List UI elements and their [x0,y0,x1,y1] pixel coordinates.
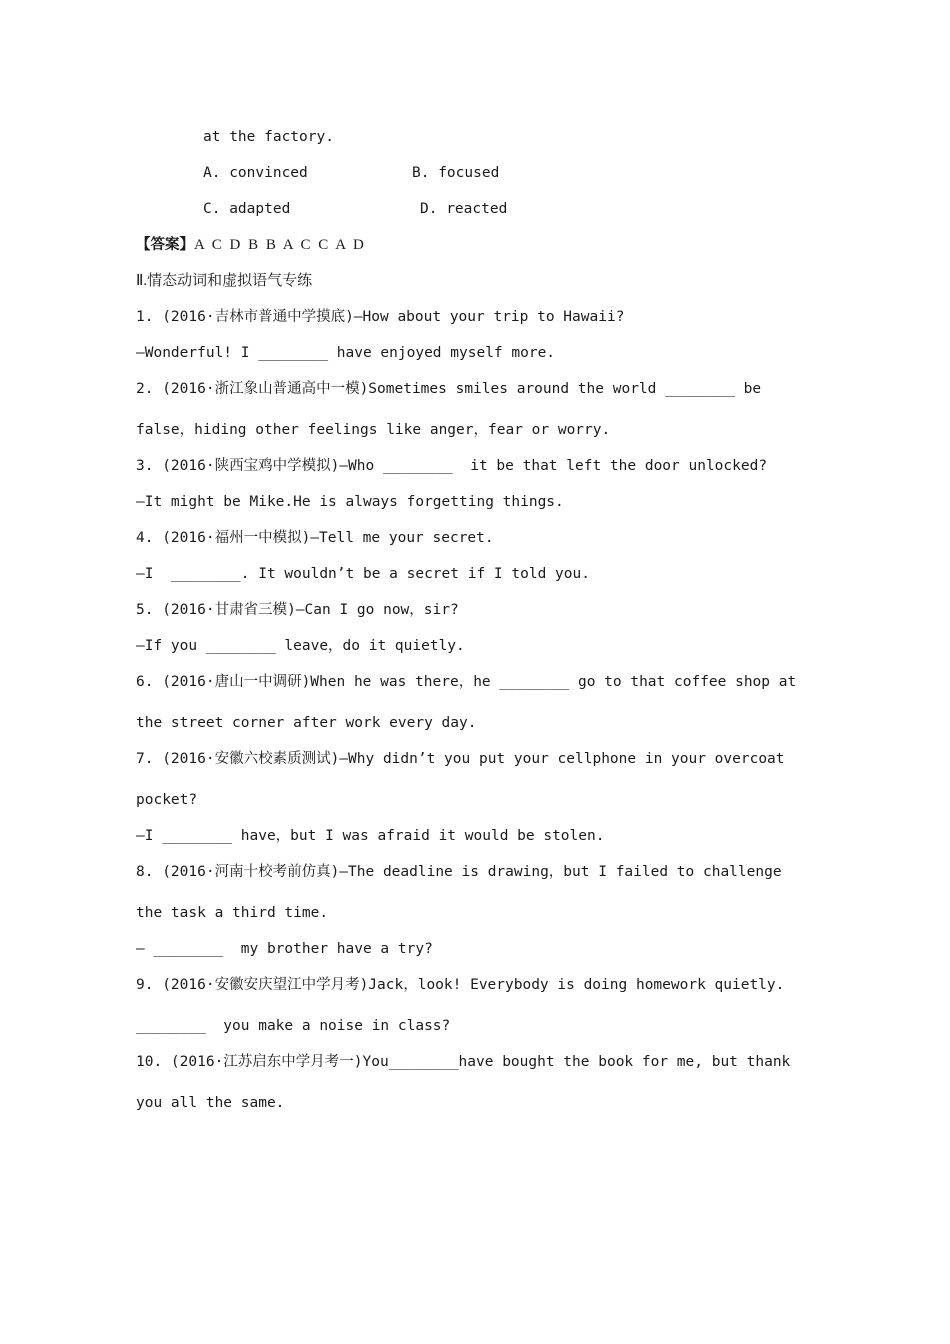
question-1-line-2: —Wonderful! I ________ have enjoyed myself more. [136,345,556,361]
question-7-line-1: 7. (2016·安徽六校素质测试)—Why didn’t you put your cellphone in your overcoat [136,751,785,767]
option-b [412,163,499,183]
option-letter: C. [203,201,221,217]
question-10-line-2: you all the same. [136,1095,285,1111]
question-7-line-2: pocket? [136,792,198,808]
question-1-line-1: 1. (2016·吉林市普通中学摸底)—How about your trip to Hawaii? [136,309,625,325]
option-letter: A. [203,165,221,181]
option-text: focused [438,165,500,181]
question-6-line-1: 6. (2016·唐山一中调研)When he was there，he ________ go to that coffee shop at [136,674,797,690]
question-2-line-1: 2. (2016·浙江象山普通高中一模)Sometimes smiles around the world ________ be [136,381,762,397]
question-8-line-1: 8. (2016·河南十校考前仿真)—The deadline is drawing，but I failed to challenge [136,864,782,880]
answer-value: A C D B B A C C A D [194,237,366,253]
question-6-line-2: the street corner after work every day. [136,715,477,731]
prev-question-tail: at the factory. [203,129,334,145]
question-8-line-2: the task a third time. [136,905,329,921]
question-2-line-2: false，hiding other feelings like anger，fear or worry. [136,422,611,438]
answer-line [136,235,366,255]
question-5-line-1: 5. (2016·甘肃省三模)—Can I go now，sir? [136,602,459,618]
option-a [203,163,308,183]
option-c [203,199,290,219]
section-heading: Ⅱ.情态动词和虚拟语气专练 [136,273,313,289]
question-7-line-3: —I ________ have，but I was afraid it would be stolen. [136,828,605,844]
option-text: convinced [229,165,308,181]
question-4-line-1: 4. (2016·福州一中模拟)—Tell me your secret. [136,530,494,546]
option-letter: B. [412,165,430,181]
option-d [420,199,507,219]
question-10-line-1: 10. (2016·江苏启东中学月考一)You________have bought the book for me, but thank [136,1054,791,1070]
question-9-line-1: 9. (2016·安徽安庆望江中学月考)Jack，look! Everybody is doing homework quietly. [136,977,785,993]
option-letter: D. [420,201,438,217]
option-text: reacted [446,201,508,217]
question-3-line-1: 3. (2016·陕西宝鸡中学模拟)—Who ________ it be that left the door unlocked? [136,458,768,474]
question-8-line-3: — ________ my brother have a try? [136,941,433,957]
question-4-line-2: —I ________. It wouldn’t be a secret if I told you. [136,566,590,582]
answer-label: 【答案】 [136,237,194,253]
option-text: adapted [229,201,291,217]
question-9-line-2: ________ you make a noise in class? [136,1018,451,1034]
question-3-line-2: —It might be Mike.He is always forgetting things. [136,494,564,510]
question-5-line-2: —If you ________ leave，do it quietly. [136,638,465,654]
